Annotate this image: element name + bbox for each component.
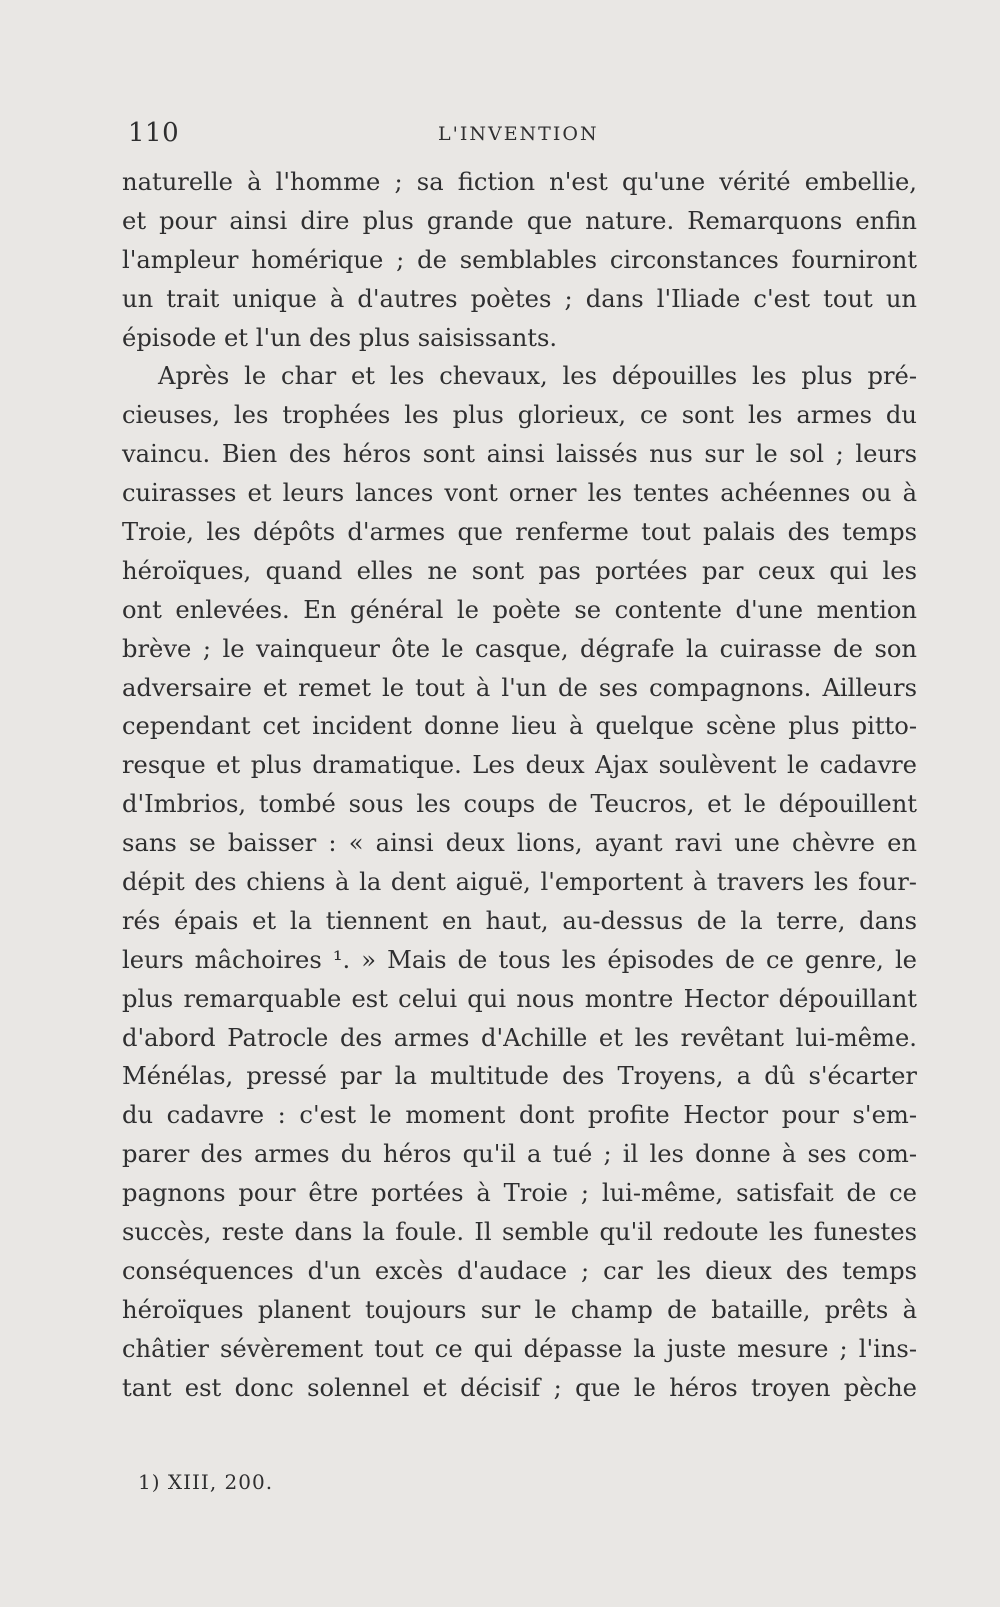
text-line: châtier sévèrement tout ce qui dépasse la juste mesure ; l'ins- bbox=[122, 1334, 917, 1363]
text-line: dépit des chiens à la dent aiguë, l'emportent à travers les four- bbox=[122, 868, 917, 897]
text-line: d'Imbrios, tombé sous les coups de Teucros, et le dépouillent bbox=[122, 790, 917, 819]
text-line: conséquences d'un excès d'audace ; car les dieux des temps bbox=[122, 1256, 917, 1285]
running-head bbox=[128, 118, 918, 152]
text-line: leurs mâchoires ¹. » Mais de tous les épisodes de ce genre, le bbox=[122, 945, 917, 974]
text-line: du cadavre : c'est le moment dont profite Hector pour s'em- bbox=[122, 1101, 917, 1130]
text-line: un trait unique à d'autres poètes ; dans l'Iliade c'est tout un bbox=[122, 284, 917, 313]
text-line: héroïques, quand elles ne sont pas portées par ceux qui les bbox=[122, 556, 917, 585]
text-line: et pour ainsi dire plus grande que nature. Remarquons enfin bbox=[122, 206, 917, 235]
text-line: cuirasses et leurs lances vont orner les tentes achéennes ou à bbox=[122, 479, 917, 508]
text-line: Ménélas, pressé par la multitude des Troyens, a dû s'écarter bbox=[122, 1062, 917, 1091]
text-line: resque et plus dramatique. Les deux Ajax soulèvent le cadavre bbox=[122, 751, 917, 780]
text-line: cieuses, les trophées les plus glorieux, ce sont les armes du bbox=[122, 401, 917, 430]
text-line: rés épais et la tiennent en haut, au-dessus de la terre, dans bbox=[122, 906, 917, 935]
text-line: adversaire et remet le tout à l'un de ses compagnons. Ailleurs bbox=[122, 673, 917, 702]
footnote: 1) XIII, 200. bbox=[138, 1470, 274, 1494]
text-line: brève ; le vainqueur ôte le casque, dégrafe la cuirasse de son bbox=[122, 634, 917, 663]
text-line: plus remarquable est celui qui nous montre Hector dépouillant bbox=[122, 984, 917, 1013]
text-line: naturelle à l'homme ; sa fiction n'est qu'une vérité embellie, bbox=[122, 168, 917, 196]
text-line: pagnons pour être portées à Troie ; lui-même, satisfait de ce bbox=[122, 1179, 917, 1208]
text-line: succès, reste dans la foule. Il semble qu'il redoute les funestes bbox=[122, 1218, 917, 1247]
text-line: d'abord Patrocle des armes d'Achille et les revêtant lui-même. bbox=[122, 1023, 917, 1052]
text-line: héroïques planent toujours sur le champ de bataille, prêts à bbox=[122, 1295, 917, 1324]
running-title: L'INVENTION bbox=[438, 123, 599, 145]
text-line: sans se baisser : « ainsi deux lions, ayant ravi une chèvre en bbox=[122, 829, 917, 858]
text-line: vaincu. Bien des héros sont ainsi laissés nus sur le sol ; leurs bbox=[122, 440, 917, 469]
text-line: épisode et l'un des plus saisissants. bbox=[122, 323, 558, 352]
body-text bbox=[122, 163, 917, 1408]
text-line: cependant cet incident donne lieu à quelque scène plus pitto- bbox=[122, 712, 917, 741]
text-line: l'ampleur homérique ; de semblables circonstances fourniront bbox=[122, 245, 917, 274]
text-line: tant est donc solennel et décisif ; que le héros troyen pèche bbox=[122, 1373, 917, 1402]
text-line: ont enlevées. En général le poète se contente d'une mention bbox=[122, 595, 917, 624]
text-line: Troie, les dépôts d'armes que renferme tout palais des temps bbox=[122, 518, 917, 547]
text-line: parer des armes du héros qu'il a tué ; il les donne à ses com- bbox=[122, 1140, 917, 1169]
page-number: 110 bbox=[128, 118, 180, 148]
text-line-paragraph-start: Après le char et les chevaux, les dépouilles les plus pré- bbox=[158, 362, 917, 391]
